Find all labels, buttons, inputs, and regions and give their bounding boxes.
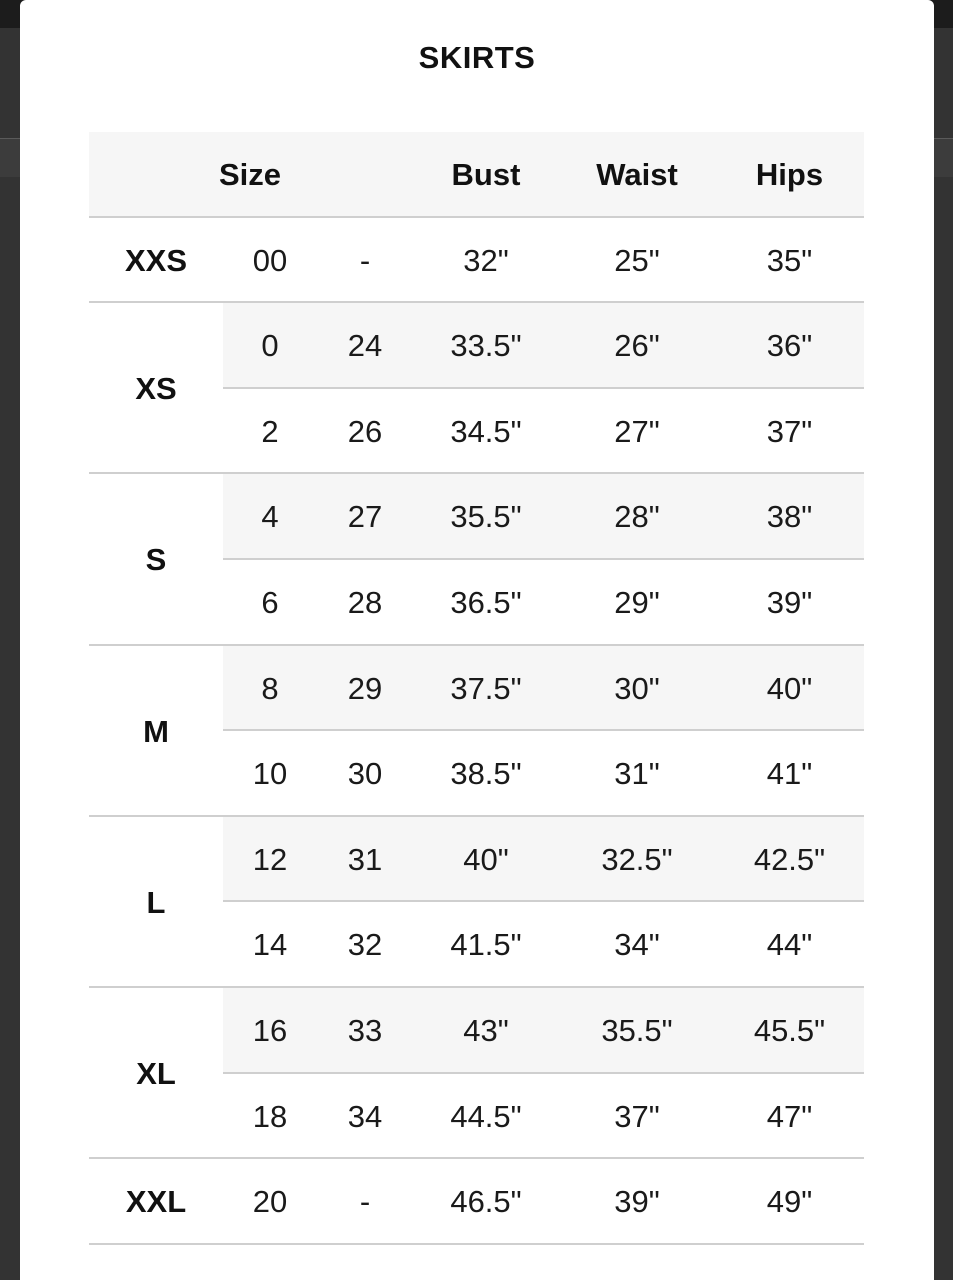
cell-alt-size: 34 (347, 1098, 383, 1134)
cell-alt-size: 24 (347, 328, 383, 364)
cell-alt-size: 27 (347, 499, 383, 535)
size-chart-table (89, 132, 864, 1245)
size-label: XL (136, 1055, 176, 1091)
cell-size: 18 (252, 1098, 288, 1134)
cell-size: 2 (261, 413, 279, 449)
size-chart-title: SKIRTS (418, 40, 536, 75)
cell-bust: 32" (463, 242, 509, 278)
size-group (89, 303, 864, 474)
cell-size: 8 (261, 670, 279, 706)
cell-alt-size: - (359, 242, 371, 278)
cell-waist: 35.5" (601, 1012, 673, 1048)
cell-alt-size: 31 (347, 841, 383, 877)
cell-size: 10 (252, 756, 288, 792)
backdrop-header-band (934, 138, 953, 177)
size-label: L (146, 884, 166, 920)
cell-hips: 47" (766, 1098, 813, 1134)
cell-alt-size: 30 (347, 756, 383, 792)
size-group (89, 474, 864, 645)
cell-bust: 43" (463, 1012, 509, 1048)
size-label: S (145, 542, 167, 578)
size-label: XXL (125, 1184, 187, 1220)
size-label: XS (135, 371, 177, 407)
cell-alt-size: 33 (347, 1012, 383, 1048)
header-hips: Hips (755, 157, 824, 192)
backdrop-left (0, 28, 20, 1280)
cell-size: 12 (252, 841, 288, 877)
cell-waist: 34" (614, 927, 660, 963)
size-group (89, 817, 864, 988)
cell-alt-size: 29 (347, 670, 383, 706)
cell-bust: 38.5" (450, 756, 522, 792)
cell-hips: 44" (766, 927, 813, 963)
header-bust: Bust (451, 157, 521, 192)
cell-hips: 38" (766, 499, 813, 535)
cell-hips: 36" (766, 328, 813, 364)
cell-size: 00 (252, 242, 288, 278)
cell-size: 20 (252, 1184, 288, 1220)
cell-waist: 27" (614, 413, 660, 449)
cell-size: 14 (252, 927, 288, 963)
cell-waist: 31" (614, 756, 660, 792)
header-waist: Waist (596, 157, 678, 192)
cell-size: 4 (261, 499, 279, 535)
backdrop-right (934, 28, 953, 1280)
size-group (89, 646, 864, 817)
cell-alt-size: 26 (347, 413, 383, 449)
cell-waist: 29" (614, 584, 660, 620)
cell-waist: 39" (614, 1184, 660, 1220)
size-label: M (143, 713, 169, 749)
size-group (89, 1159, 864, 1245)
cell-hips: 42.5" (753, 841, 826, 877)
cell-waist: 32.5" (601, 841, 673, 877)
cell-bust: 35.5" (450, 499, 522, 535)
cell-bust: 46.5" (450, 1184, 522, 1220)
cell-hips: 37" (766, 413, 813, 449)
cell-waist: 37" (614, 1098, 660, 1134)
size-group (89, 988, 864, 1159)
cell-bust: 33.5" (450, 328, 522, 364)
cell-hips: 41" (766, 756, 813, 792)
cell-bust: 41.5" (450, 927, 522, 963)
cell-size: 16 (252, 1012, 288, 1048)
cell-hips: 45.5" (753, 1012, 826, 1048)
cell-alt-size: 32 (347, 927, 383, 963)
cell-bust: 34.5" (450, 413, 522, 449)
table-header-row (89, 132, 864, 218)
cell-bust: 44.5" (450, 1098, 522, 1134)
cell-hips: 40" (766, 670, 813, 706)
cell-bust: 37.5" (450, 670, 522, 706)
header-size: Size (218, 157, 282, 192)
cell-waist: 28" (614, 499, 660, 535)
cell-bust: 40" (463, 841, 509, 877)
cell-bust: 36.5" (450, 584, 522, 620)
cell-hips: 49" (766, 1184, 813, 1220)
backdrop-header-band (0, 138, 20, 177)
table-body (89, 218, 864, 1245)
cell-hips: 39" (766, 584, 813, 620)
cell-size: 6 (261, 584, 279, 620)
cell-waist: 25" (614, 242, 660, 278)
header-alt-size (317, 132, 413, 218)
cell-waist: 26" (614, 328, 660, 364)
size-group (89, 218, 864, 304)
cell-waist: 30" (614, 670, 660, 706)
size-chart-modal (20, 0, 934, 1280)
cell-alt-size: - (359, 1184, 371, 1220)
cell-hips: 35" (766, 242, 813, 278)
cell-alt-size: 28 (347, 584, 383, 620)
cell-size: 0 (261, 328, 279, 364)
size-label: XXS (124, 242, 188, 278)
